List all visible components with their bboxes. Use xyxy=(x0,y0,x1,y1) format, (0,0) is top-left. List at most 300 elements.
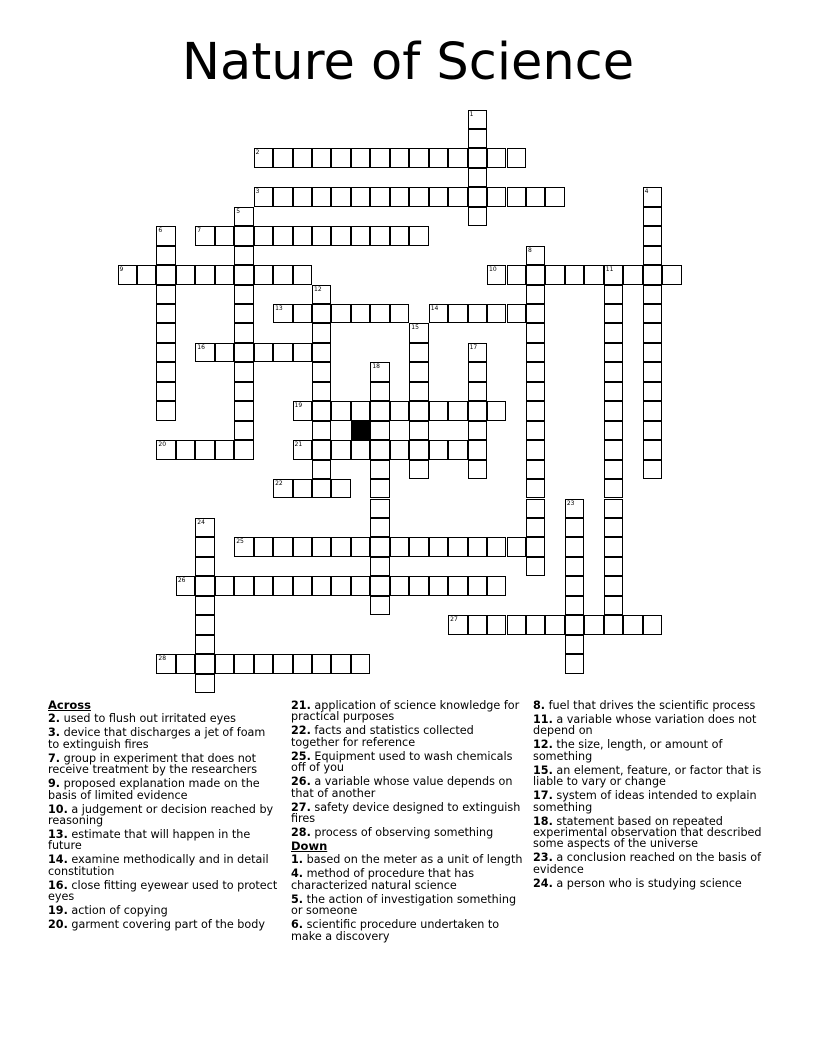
grid-cell[interactable] xyxy=(643,285,662,304)
grid-cell[interactable] xyxy=(234,285,253,304)
grid-cell[interactable] xyxy=(429,401,448,420)
grid-cell[interactable] xyxy=(293,304,312,323)
grid-cell[interactable] xyxy=(293,187,312,206)
clue-item xyxy=(48,829,280,852)
grid-cell[interactable] xyxy=(370,148,389,167)
grid-cell[interactable] xyxy=(526,401,545,420)
grid-cell[interactable] xyxy=(234,440,253,459)
grid-cell[interactable] xyxy=(545,187,564,206)
grid-cell[interactable] xyxy=(293,440,312,459)
grid-cell[interactable] xyxy=(409,343,428,362)
grid-cell[interactable] xyxy=(565,615,584,634)
cell-number: 17 xyxy=(469,343,478,351)
grid-cell[interactable] xyxy=(468,615,487,634)
grid-cell[interactable] xyxy=(234,576,253,595)
grid-cell[interactable] xyxy=(370,440,389,459)
grid-cell[interactable] xyxy=(234,537,253,556)
grid-cell[interactable] xyxy=(468,537,487,556)
clues-column-2 xyxy=(291,700,523,945)
grid-cell[interactable] xyxy=(545,615,564,634)
grid-cell[interactable] xyxy=(370,460,389,479)
grid-cell[interactable] xyxy=(351,401,370,420)
grid-cell[interactable] xyxy=(370,576,389,595)
grid-cell[interactable] xyxy=(390,401,409,420)
grid-cell[interactable] xyxy=(409,460,428,479)
grid-cell[interactable] xyxy=(565,537,584,556)
grid-cell[interactable] xyxy=(312,285,331,304)
grid-cell[interactable] xyxy=(604,440,623,459)
grid-cell[interactable] xyxy=(234,207,253,226)
grid-cell[interactable] xyxy=(351,537,370,556)
grid-cell[interactable] xyxy=(507,304,526,323)
grid-cell[interactable] xyxy=(273,226,292,245)
grid-cell[interactable] xyxy=(487,615,506,634)
grid-cell[interactable] xyxy=(507,187,526,206)
grid-cell[interactable] xyxy=(254,343,273,362)
grid-cell[interactable] xyxy=(448,401,467,420)
grid-cell[interactable] xyxy=(409,148,428,167)
grid-cell[interactable] xyxy=(487,576,506,595)
grid-cell[interactable] xyxy=(254,148,273,167)
grid-cell[interactable] xyxy=(331,304,350,323)
grid-cell[interactable] xyxy=(604,615,623,634)
grid-cell[interactable] xyxy=(312,382,331,401)
clue-text: a variable whose value depends on that of another xyxy=(291,775,513,800)
grid-cell[interactable] xyxy=(565,499,584,518)
grid-cell[interactable] xyxy=(234,421,253,440)
grid-cell[interactable] xyxy=(526,304,545,323)
grid-cell[interactable] xyxy=(234,265,253,284)
clue-item xyxy=(291,776,523,799)
grid-cell[interactable] xyxy=(643,362,662,381)
grid-cell[interactable] xyxy=(448,576,467,595)
grid-cell[interactable] xyxy=(273,343,292,362)
grid-cell[interactable] xyxy=(312,148,331,167)
grid-cell[interactable] xyxy=(370,187,389,206)
grid-cell[interactable] xyxy=(487,187,506,206)
grid-cell[interactable] xyxy=(254,265,273,284)
grid-cell[interactable] xyxy=(526,518,545,537)
grid-cell[interactable] xyxy=(448,148,467,167)
grid-cell[interactable] xyxy=(293,343,312,362)
grid-cell[interactable] xyxy=(604,285,623,304)
grid-cell[interactable] xyxy=(565,518,584,537)
grid-cell[interactable] xyxy=(331,401,350,420)
grid-cell[interactable] xyxy=(604,401,623,420)
grid-cell[interactable] xyxy=(390,304,409,323)
grid-cell[interactable] xyxy=(234,654,253,673)
grid-cell[interactable] xyxy=(604,343,623,362)
grid-cell[interactable] xyxy=(643,421,662,440)
grid-cell[interactable] xyxy=(195,226,214,245)
grid-cell[interactable] xyxy=(468,576,487,595)
grid-cell[interactable] xyxy=(604,265,623,284)
grid-cell[interactable] xyxy=(312,654,331,673)
grid-cell[interactable] xyxy=(409,226,428,245)
grid-cell[interactable] xyxy=(195,576,214,595)
grid-cell[interactable] xyxy=(273,187,292,206)
grid-cell[interactable] xyxy=(623,615,642,634)
grid-cell[interactable] xyxy=(468,382,487,401)
grid-cell[interactable] xyxy=(195,537,214,556)
grid-cell[interactable] xyxy=(643,304,662,323)
grid-cell[interactable] xyxy=(662,265,681,284)
grid-cell[interactable] xyxy=(273,265,292,284)
grid-cell[interactable] xyxy=(604,460,623,479)
grid-cell[interactable] xyxy=(468,460,487,479)
grid-cell[interactable] xyxy=(604,537,623,556)
grid-cell[interactable] xyxy=(390,226,409,245)
grid-cell[interactable] xyxy=(312,304,331,323)
grid-cell[interactable] xyxy=(448,304,467,323)
clue-item xyxy=(48,905,280,916)
grid-cell[interactable] xyxy=(234,304,253,323)
grid-cell[interactable] xyxy=(643,343,662,362)
grid-cell[interactable] xyxy=(604,362,623,381)
cell-number: 18 xyxy=(372,363,380,371)
grid-cell[interactable] xyxy=(448,440,467,459)
clue-item xyxy=(291,751,523,774)
grid-cell[interactable] xyxy=(468,148,487,167)
grid-cell[interactable] xyxy=(273,654,292,673)
grid-cell[interactable] xyxy=(176,265,195,284)
grid-cell[interactable] xyxy=(545,265,564,284)
grid-cell[interactable] xyxy=(331,537,350,556)
grid-cell[interactable] xyxy=(118,265,137,284)
grid-cell[interactable] xyxy=(215,226,234,245)
grid-cell[interactable] xyxy=(584,615,603,634)
grid-cell[interactable] xyxy=(409,323,428,342)
grid-cell[interactable] xyxy=(351,226,370,245)
clue-item xyxy=(533,816,765,850)
clue-text: system of ideas intended to explain something xyxy=(533,789,757,814)
grid-cell[interactable] xyxy=(643,460,662,479)
grid-cell[interactable] xyxy=(156,323,175,342)
clue-number: 23. xyxy=(533,851,553,865)
grid-cell[interactable] xyxy=(507,615,526,634)
grid-cell[interactable] xyxy=(370,499,389,518)
grid-cell[interactable] xyxy=(370,518,389,537)
grid-cell[interactable] xyxy=(448,187,467,206)
grid-cell[interactable] xyxy=(293,401,312,420)
grid-cell[interactable] xyxy=(351,576,370,595)
grid-cell[interactable] xyxy=(643,246,662,265)
grid-cell[interactable] xyxy=(604,596,623,615)
grid-cell[interactable] xyxy=(370,304,389,323)
grid-cell[interactable] xyxy=(565,265,584,284)
grid-cell[interactable] xyxy=(390,537,409,556)
grid-cell[interactable] xyxy=(526,362,545,381)
grid-cell[interactable] xyxy=(351,440,370,459)
grid-cell[interactable] xyxy=(195,635,214,654)
grid-cell[interactable] xyxy=(195,265,214,284)
grid-cell[interactable] xyxy=(293,654,312,673)
grid-cell[interactable] xyxy=(487,401,506,420)
clue-text: examine methodically and in detail constitution xyxy=(48,853,269,878)
grid-cell[interactable] xyxy=(448,615,467,634)
grid-cell[interactable] xyxy=(468,129,487,148)
grid-cell[interactable] xyxy=(312,440,331,459)
grid-cell[interactable] xyxy=(604,479,623,498)
grid-cell[interactable] xyxy=(526,382,545,401)
grid-cell[interactable] xyxy=(156,226,175,245)
clue-text: facts and statistics collected together for reference xyxy=(291,724,474,749)
grid-cell[interactable] xyxy=(623,265,642,284)
grid-cell[interactable] xyxy=(526,323,545,342)
grid-cell[interactable] xyxy=(507,537,526,556)
clue-number: 4. xyxy=(291,867,304,881)
grid-cell[interactable] xyxy=(370,537,389,556)
grid-cell[interactable] xyxy=(215,440,234,459)
grid-cell[interactable] xyxy=(429,148,448,167)
grid-cell[interactable] xyxy=(312,226,331,245)
grid-cell[interactable] xyxy=(429,187,448,206)
grid-cell[interactable] xyxy=(156,246,175,265)
grid-cell[interactable] xyxy=(370,401,389,420)
grid-cell[interactable] xyxy=(234,401,253,420)
grid-cell[interactable] xyxy=(643,440,662,459)
grid-cell[interactable] xyxy=(370,557,389,576)
grid-cell[interactable] xyxy=(565,635,584,654)
grid-cell[interactable] xyxy=(468,207,487,226)
grid-cell[interactable] xyxy=(156,265,175,284)
grid-cell[interactable] xyxy=(215,265,234,284)
grid-cell[interactable] xyxy=(293,226,312,245)
grid-cell[interactable] xyxy=(429,576,448,595)
grid-cell[interactable] xyxy=(331,479,350,498)
grid-cell[interactable] xyxy=(215,576,234,595)
grid-cell[interactable] xyxy=(351,654,370,673)
grid-cell[interactable] xyxy=(331,440,350,459)
grid-cell[interactable] xyxy=(176,576,195,595)
grid-cell[interactable] xyxy=(234,382,253,401)
grid-cell[interactable] xyxy=(526,537,545,556)
grid-cell[interactable] xyxy=(487,304,506,323)
grid-cell[interactable] xyxy=(351,304,370,323)
grid-cell[interactable] xyxy=(293,479,312,498)
grid-cell[interactable] xyxy=(468,110,487,129)
blocked-cell xyxy=(351,421,370,440)
grid-cell[interactable] xyxy=(234,343,253,362)
grid-cell[interactable] xyxy=(526,265,545,284)
grid-cell[interactable] xyxy=(293,537,312,556)
grid-cell[interactable] xyxy=(643,187,662,206)
grid-cell[interactable] xyxy=(526,440,545,459)
grid-cell[interactable] xyxy=(526,557,545,576)
grid-cell[interactable] xyxy=(156,654,175,673)
grid-cell[interactable] xyxy=(390,148,409,167)
grid-cell[interactable] xyxy=(448,537,467,556)
grid-cell[interactable] xyxy=(156,285,175,304)
clue-item xyxy=(533,700,765,711)
grid-cell[interactable] xyxy=(195,518,214,537)
clue-text: a person who is studying science xyxy=(552,876,742,890)
grid-cell[interactable] xyxy=(565,557,584,576)
grid-cell[interactable] xyxy=(409,362,428,381)
grid-cell[interactable] xyxy=(604,557,623,576)
grid-cell[interactable] xyxy=(604,382,623,401)
grid-cell[interactable] xyxy=(254,537,273,556)
grid-cell[interactable] xyxy=(312,460,331,479)
grid-cell[interactable] xyxy=(370,479,389,498)
grid-cell[interactable] xyxy=(409,537,428,556)
grid-cell[interactable] xyxy=(195,654,214,673)
grid-cell[interactable] xyxy=(468,421,487,440)
clue-number: 6. xyxy=(291,918,304,932)
grid-cell[interactable] xyxy=(156,401,175,420)
grid-cell[interactable] xyxy=(156,382,175,401)
grid-cell[interactable] xyxy=(370,362,389,381)
grid-cell[interactable] xyxy=(331,654,350,673)
grid-cell[interactable] xyxy=(526,460,545,479)
grid-cell[interactable] xyxy=(507,148,526,167)
grid-cell[interactable] xyxy=(351,148,370,167)
grid-cell[interactable] xyxy=(273,148,292,167)
grid-cell[interactable] xyxy=(468,343,487,362)
grid-cell[interactable] xyxy=(273,537,292,556)
grid-cell[interactable] xyxy=(195,557,214,576)
grid-cell[interactable] xyxy=(390,440,409,459)
grid-cell[interactable] xyxy=(312,576,331,595)
grid-cell[interactable] xyxy=(331,148,350,167)
grid-cell[interactable] xyxy=(156,304,175,323)
cell-number: 15 xyxy=(411,324,419,332)
grid-cell[interactable] xyxy=(643,265,662,284)
grid-cell[interactable] xyxy=(526,615,545,634)
clue-item xyxy=(533,765,765,788)
grid-cell[interactable] xyxy=(565,576,584,595)
grid-cell[interactable] xyxy=(487,537,506,556)
grid-cell[interactable] xyxy=(351,187,370,206)
grid-cell[interactable] xyxy=(370,596,389,615)
grid-cell[interactable] xyxy=(604,518,623,537)
grid-cell[interactable] xyxy=(409,576,428,595)
grid-cell[interactable] xyxy=(195,343,214,362)
grid-cell[interactable] xyxy=(526,479,545,498)
grid-cell[interactable] xyxy=(409,382,428,401)
grid-cell[interactable] xyxy=(254,654,273,673)
grid-cell[interactable] xyxy=(215,343,234,362)
grid-cell[interactable] xyxy=(273,576,292,595)
grid-cell[interactable] xyxy=(604,421,623,440)
grid-cell[interactable] xyxy=(156,362,175,381)
grid-cell[interactable] xyxy=(487,148,506,167)
grid-cell[interactable] xyxy=(526,499,545,518)
grid-cell[interactable] xyxy=(487,265,506,284)
grid-cell[interactable] xyxy=(234,226,253,245)
grid-cell[interactable] xyxy=(604,304,623,323)
grid-cell[interactable] xyxy=(156,343,175,362)
grid-cell[interactable] xyxy=(331,226,350,245)
grid-cell[interactable] xyxy=(604,576,623,595)
grid-cell[interactable] xyxy=(370,421,389,440)
grid-cell[interactable] xyxy=(312,401,331,420)
grid-cell[interactable] xyxy=(312,323,331,342)
grid-cell[interactable] xyxy=(643,401,662,420)
cell-number: 12 xyxy=(314,285,322,293)
grid-cell[interactable] xyxy=(312,343,331,362)
grid-cell[interactable] xyxy=(429,537,448,556)
grid-cell[interactable] xyxy=(429,304,448,323)
grid-cell[interactable] xyxy=(468,440,487,459)
grid-cell[interactable] xyxy=(604,323,623,342)
grid-cell[interactable] xyxy=(234,323,253,342)
grid-cell[interactable] xyxy=(156,440,175,459)
grid-cell[interactable] xyxy=(215,654,234,673)
grid-cell[interactable] xyxy=(643,207,662,226)
grid-cell[interactable] xyxy=(409,401,428,420)
grid-cell[interactable] xyxy=(312,421,331,440)
grid-cell[interactable] xyxy=(293,148,312,167)
grid-cell[interactable] xyxy=(409,440,428,459)
grid-cell[interactable] xyxy=(195,674,214,693)
grid-cell[interactable] xyxy=(429,440,448,459)
grid-cell[interactable] xyxy=(565,654,584,673)
grid-cell[interactable] xyxy=(370,226,389,245)
grid-cell[interactable] xyxy=(584,265,603,284)
clue-text: method of procedure that has characterized natural science xyxy=(291,867,475,892)
grid-cell[interactable] xyxy=(643,323,662,342)
grid-cell[interactable] xyxy=(409,421,428,440)
grid-cell[interactable] xyxy=(176,440,195,459)
grid-cell[interactable] xyxy=(195,440,214,459)
grid-cell[interactable] xyxy=(468,401,487,420)
grid-cell[interactable] xyxy=(643,226,662,245)
grid-cell[interactable] xyxy=(312,187,331,206)
grid-cell[interactable] xyxy=(468,187,487,206)
grid-cell[interactable] xyxy=(331,576,350,595)
grid-cell[interactable] xyxy=(254,226,273,245)
grid-cell[interactable] xyxy=(468,168,487,187)
grid-cell[interactable] xyxy=(176,654,195,673)
clue-number: 2. xyxy=(48,712,61,726)
grid-cell[interactable] xyxy=(390,576,409,595)
grid-cell[interactable] xyxy=(526,246,545,265)
grid-cell[interactable] xyxy=(331,187,350,206)
grid-cell[interactable] xyxy=(526,421,545,440)
grid-cell[interactable] xyxy=(273,479,292,498)
grid-cell[interactable] xyxy=(254,187,273,206)
grid-cell[interactable] xyxy=(409,187,428,206)
clue-item xyxy=(291,725,523,748)
grid-cell[interactable] xyxy=(507,265,526,284)
clue-number: 11. xyxy=(533,713,553,726)
grid-cell[interactable] xyxy=(293,576,312,595)
grid-cell[interactable] xyxy=(195,615,214,634)
grid-cell[interactable] xyxy=(526,285,545,304)
grid-cell[interactable] xyxy=(604,499,623,518)
grid-cell[interactable] xyxy=(312,537,331,556)
grid-cell[interactable] xyxy=(390,187,409,206)
grid-cell[interactable] xyxy=(137,265,156,284)
grid-cell[interactable] xyxy=(234,362,253,381)
grid-cell[interactable] xyxy=(254,576,273,595)
grid-cell[interactable] xyxy=(195,596,214,615)
grid-cell[interactable] xyxy=(312,479,331,498)
grid-cell[interactable] xyxy=(643,615,662,634)
grid-cell[interactable] xyxy=(312,362,331,381)
grid-cell[interactable] xyxy=(526,343,545,362)
grid-cell[interactable] xyxy=(643,382,662,401)
grid-cell[interactable] xyxy=(370,382,389,401)
grid-cell[interactable] xyxy=(468,304,487,323)
grid-cell[interactable] xyxy=(468,362,487,381)
grid-cell[interactable] xyxy=(273,304,292,323)
grid-cell[interactable] xyxy=(526,187,545,206)
grid-cell[interactable] xyxy=(293,265,312,284)
grid-cell[interactable] xyxy=(565,596,584,615)
grid-cell[interactable] xyxy=(234,246,253,265)
